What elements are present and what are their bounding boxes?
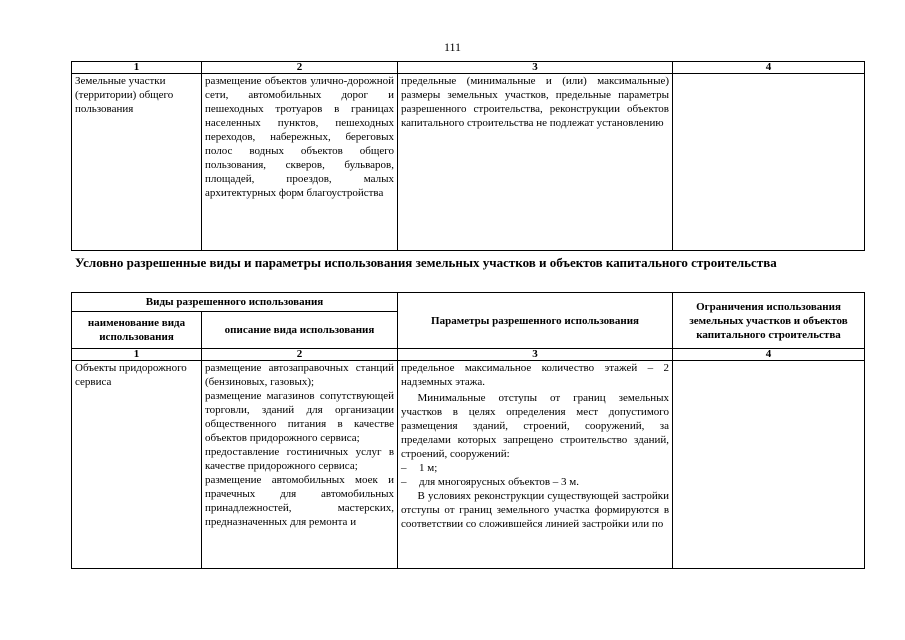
column-number-1: 1 bbox=[72, 62, 202, 74]
use-restrictions bbox=[673, 361, 865, 569]
dash-bullet: – bbox=[401, 476, 407, 488]
use-name: Земельные участки (территории) общего пользования bbox=[72, 74, 202, 251]
column-number-2: 2 bbox=[202, 349, 398, 361]
column-number-row bbox=[72, 349, 865, 361]
column-number-3: 3 bbox=[398, 349, 673, 361]
use-description: размещение объектов улично-дорожной сети, автомобильных дорог и пешеходных тротуаров в границах населенных пунктов, пешеходных переходов, набережных, береговых полос водных объектов общего пользования, скверов, бульваров, площадей, проездов, малых архитектурных форм благоустройства bbox=[202, 74, 398, 251]
use-restrictions bbox=[673, 74, 865, 251]
description-line: размещение магазинов сопутствующей торговли, зданий для организации общественного питания в качестве объектов придорожного сервиса; bbox=[205, 390, 395, 444]
param-setbacks: Минимальные отступы от границ земельных участков в целях определения мест допустимого размещения зданий, строений, сооружений, за пределами которых запрещено строительство зданий, строений, сооружений: bbox=[401, 392, 670, 460]
table-row bbox=[72, 74, 865, 251]
column-number-4: 4 bbox=[673, 62, 865, 74]
use-parameters: предельные (минимальные и (или) максимальные) размеры земельных участков, предельные параметры разрешенного строительства, реконструкции объектов капитального строительства не подлежат установлению bbox=[398, 74, 673, 251]
use-parameters bbox=[398, 361, 673, 569]
use-name: Объекты придорожного сервиса bbox=[72, 361, 202, 569]
use-description bbox=[202, 361, 398, 569]
param-reconstruction: В условиях реконструкции существующей застройки отступы от границ земельного участка формируются в соответствии со сложившейся линией застройки или по bbox=[401, 490, 670, 530]
param-dash-item bbox=[401, 475, 669, 489]
column-number-3: 3 bbox=[398, 62, 673, 74]
table-row bbox=[72, 361, 865, 569]
description-line: размещение автомобильных моек и прачечных для автомобильных принадлежностей, мастерских, предназначенных для ремонта и bbox=[205, 474, 395, 528]
restrictions-header: Ограничения использования земельных участков и объектов капитального строительства bbox=[673, 293, 865, 349]
page-number: 111 bbox=[443, 40, 462, 54]
table-permitted-uses-continued bbox=[71, 61, 865, 251]
param-dash-item bbox=[401, 461, 669, 475]
types-group-header: Виды разрешенного использования bbox=[72, 293, 398, 312]
param-max-floors: предельное максимальное количество этажей – 2 надземных этажа. bbox=[401, 362, 670, 388]
column-number-1: 1 bbox=[72, 349, 202, 361]
column-number-4: 4 bbox=[673, 349, 865, 361]
column-number-2: 2 bbox=[202, 62, 398, 74]
params-header: Параметры разрешенного использования bbox=[398, 293, 673, 349]
header-row-1 bbox=[72, 293, 865, 312]
dash-text: 1 м; bbox=[419, 462, 438, 474]
description-line: размещение автозаправочных станций (бензиновых, газовых); bbox=[205, 362, 395, 388]
dash-text: для многоярусных объектов – 3 м. bbox=[419, 476, 580, 488]
table-conditional-uses bbox=[71, 292, 865, 569]
description-line: предоставление гостиничных услуг в качестве придорожного сервиса; bbox=[205, 446, 395, 472]
section-title: Условно разрешенные виды и параметры использования земельных участков и объектов капитального строительства bbox=[75, 255, 777, 270]
name-column-header: наименование вида использования bbox=[72, 312, 202, 349]
column-number-row bbox=[72, 62, 865, 74]
description-column-header: описание вида использования bbox=[202, 312, 398, 349]
dash-bullet: – bbox=[401, 462, 407, 474]
